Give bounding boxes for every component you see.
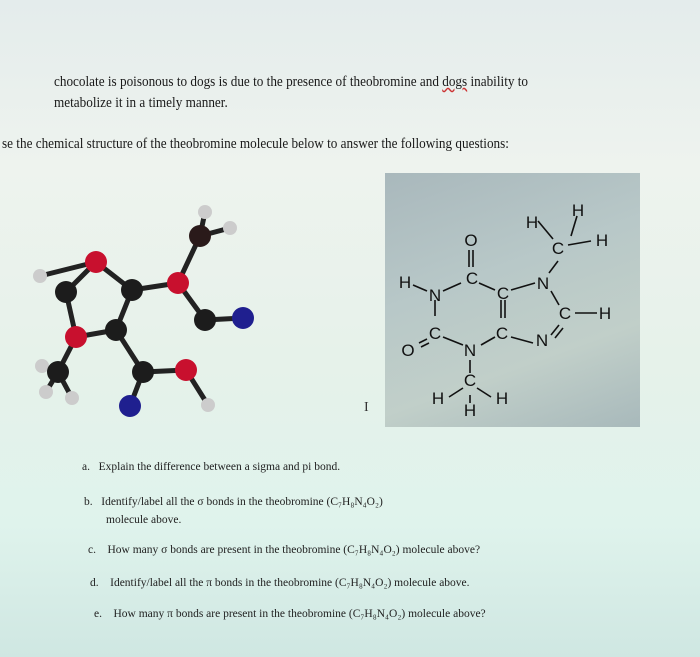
question-b-continued: molecule above.: [106, 514, 182, 526]
atom-label: C: [495, 324, 509, 343]
question-letter: d.: [90, 577, 99, 589]
question-text: Identify/label all the π bonds in the theobromine (C₇H₈N₄O₂) molecule above.: [110, 577, 470, 589]
carbon-atom: [105, 319, 127, 341]
question-letter: c.: [88, 544, 96, 556]
question-letter: a.: [82, 461, 90, 473]
atom-label: C: [463, 371, 477, 390]
atom-label: H: [398, 273, 412, 292]
atom-label: C: [496, 284, 510, 303]
atom-label: H: [431, 389, 445, 408]
question-text: Identify/label all the σ bonds in the theobromine (C₇H₈N₄O₂): [101, 496, 383, 508]
carbon-atom: [189, 225, 211, 247]
hydrogen-atom: [33, 269, 47, 283]
carbon-atom: [47, 361, 69, 383]
question-text: How many π bonds are present in the theobromine (C₇H₈N₄O₂) molecule above?: [113, 608, 486, 620]
nitrogen-atom: [232, 307, 254, 329]
ball-and-stick-model: [0, 185, 280, 425]
question-text: How many σ bonds are present in the theobromine (C₇H₈N₄O₂) molecule above?: [107, 544, 481, 556]
atom-label: C: [465, 269, 479, 288]
question-text: Explain the difference between a sigma and pi bond.: [98, 461, 341, 473]
carbon-atom: [132, 361, 154, 383]
atom-label: H: [495, 389, 509, 408]
atom-label: O: [464, 231, 478, 250]
atom-label: N: [428, 286, 442, 305]
atom-label: C: [558, 304, 572, 323]
question-letter: e.: [94, 608, 102, 620]
question-e: [94, 608, 486, 620]
question-letter: b.: [84, 496, 93, 508]
atom-label: O: [401, 341, 415, 360]
question-c: [88, 544, 480, 556]
question-a: [82, 461, 340, 473]
atom-label: C: [428, 324, 442, 343]
atom-label: N: [535, 331, 549, 350]
intro-paragraph: [54, 72, 528, 114]
oxygen-atom: [167, 272, 189, 294]
carbon-atom: [121, 279, 143, 301]
question-b: [84, 496, 383, 508]
text-cursor-icon: I: [364, 400, 369, 415]
structural-formula-panel: [385, 173, 640, 427]
atom-label: H: [598, 304, 612, 323]
intro-line-1-end: inability to: [467, 74, 529, 90]
hydrogen-atom: [223, 221, 237, 235]
atom-label: N: [536, 274, 550, 293]
hydrogen-atom: [198, 205, 212, 219]
atom-label: H: [463, 401, 477, 420]
atom-label: H: [525, 213, 539, 232]
question-d: [90, 577, 470, 589]
oxygen-atom: [85, 251, 107, 273]
oxygen-atom: [65, 326, 87, 348]
theobromine-structure: [385, 173, 640, 427]
atom-label: H: [595, 231, 609, 250]
carbon-atom: [194, 309, 216, 331]
instruction-text: se the chemical structure of the theobromine molecule below to answer the following questions:: [2, 136, 509, 152]
hydrogen-atom: [35, 359, 49, 373]
misspelled-word[interactable]: dogs: [442, 74, 468, 90]
intro-line-1: chocolate is poisonous to dogs is due to the presence of theobromine and: [54, 74, 443, 90]
nitrogen-atom: [119, 395, 141, 417]
intro-line-2: metabolize it in a timely manner.: [54, 95, 228, 111]
carbon-atom: [55, 281, 77, 303]
oxygen-atom: [175, 359, 197, 381]
atom-label: N: [463, 341, 477, 360]
atom-label: C: [551, 239, 565, 258]
hydrogen-atom: [201, 398, 215, 412]
hydrogen-atom: [65, 391, 79, 405]
hydrogen-atom: [39, 385, 53, 399]
atom-label: H: [571, 201, 585, 220]
